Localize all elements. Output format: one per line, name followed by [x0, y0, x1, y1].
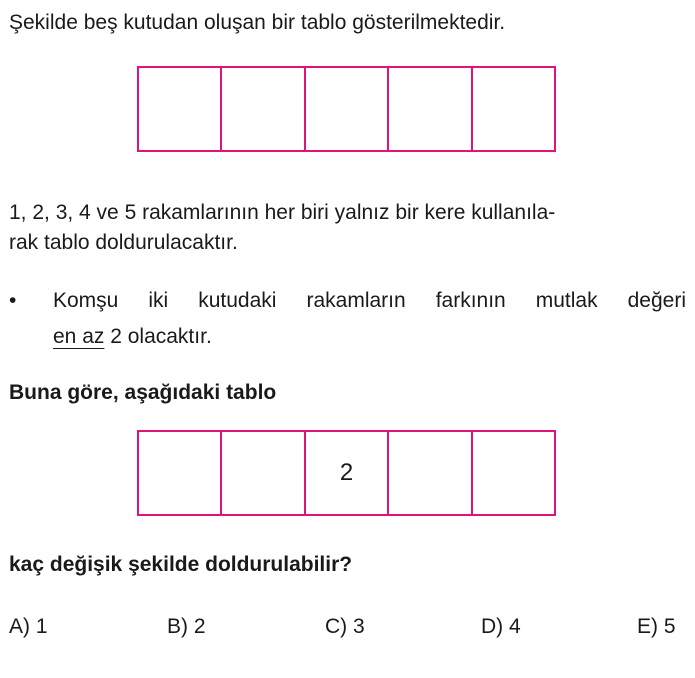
bullet-text-line-2	[53, 324, 212, 350]
emphasis-text: en az	[53, 325, 105, 348]
question-prompt-1: Buna göre, aşağıdaki tablo	[9, 381, 277, 404]
table-cell	[304, 66, 389, 152]
question-intro: Şekilde beş kutudan oluşan bir tablo gösterilmektedir.	[9, 11, 506, 34]
answer-option-e[interactable]: E) 5	[637, 615, 676, 638]
table-cell	[387, 430, 472, 516]
table-cell	[137, 430, 222, 516]
answer-option-d[interactable]: D) 4	[481, 615, 521, 638]
answer-option-b[interactable]: B) 2	[167, 615, 206, 638]
given-table	[137, 430, 556, 516]
table-cell	[387, 66, 472, 152]
question-prompt-2: kaç değişik şekilde doldurulabilir?	[9, 553, 353, 576]
table-cell	[137, 66, 222, 152]
answer-option-c[interactable]: C) 3	[325, 615, 365, 638]
bullet-text-line-1: Komşu iki kutudaki rakamların farkının mutlak değeri	[53, 289, 686, 312]
empty-table	[137, 66, 556, 152]
table-cell	[220, 430, 305, 516]
answer-option-a[interactable]: A) 1	[9, 615, 48, 638]
rule-text-line-2: rak tablo doldurulacaktır.	[9, 231, 238, 254]
rule-text-line-1: 1, 2, 3, 4 ve 5 rakamlarının her biri yalnız bir kere kullanıla-	[9, 201, 556, 224]
table-cell	[220, 66, 305, 152]
table-cell	[471, 66, 556, 152]
table-cell-given-value: 2	[304, 430, 389, 516]
bullet-icon: •	[9, 289, 17, 312]
table-cell	[471, 430, 556, 516]
bullet-text-rest: 2 olacaktır.	[110, 325, 212, 348]
